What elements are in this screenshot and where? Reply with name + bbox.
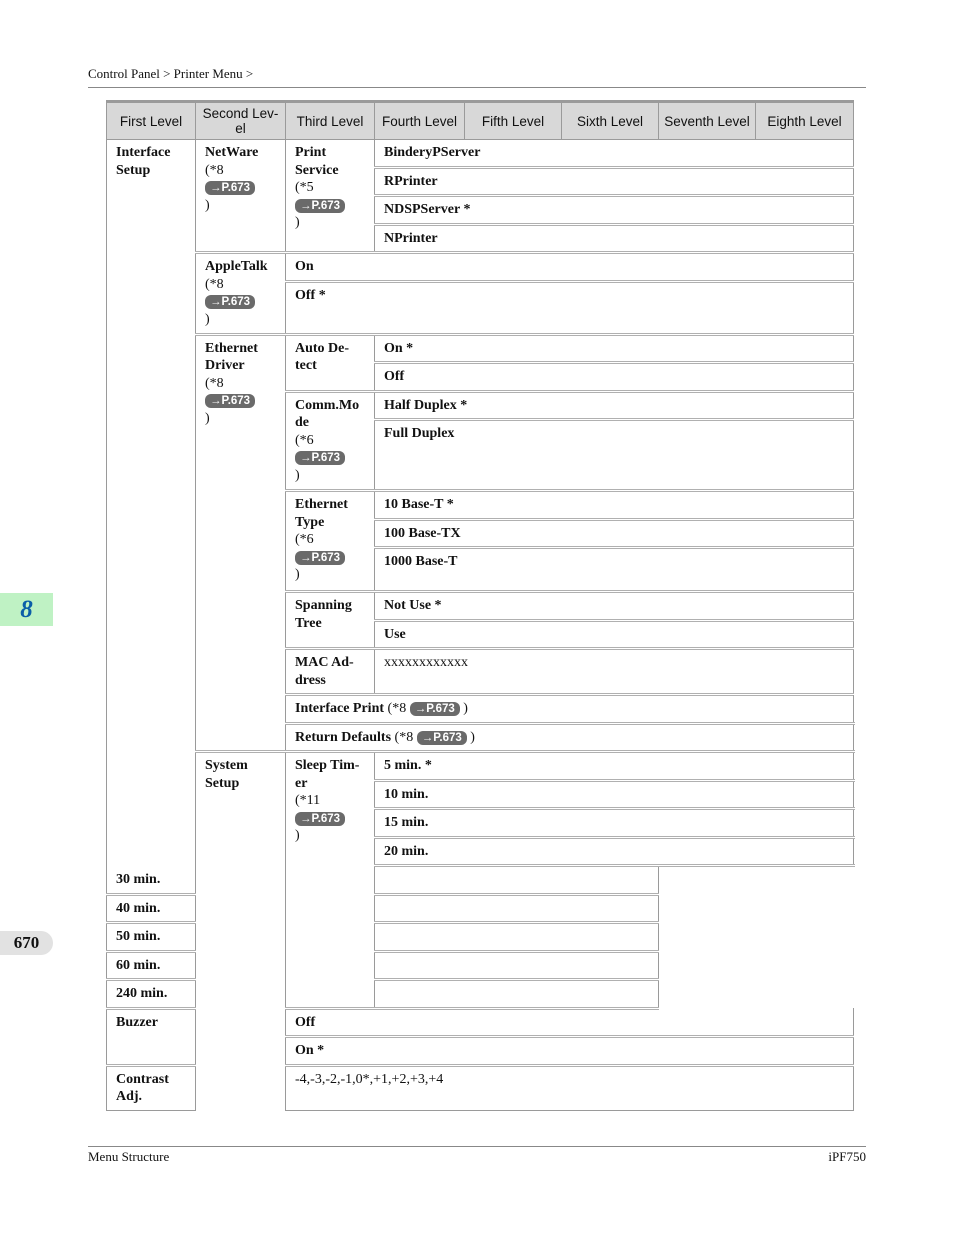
- menu-structure-table: [106, 100, 854, 1111]
- menu-item-comm-mode: Comm.Mo de (*6 →P.673 ): [286, 391, 375, 491]
- table-row: [107, 866, 854, 895]
- option-item: 40 min.: [107, 894, 659, 923]
- column-header: Fifth Level: [465, 102, 562, 140]
- option-item: Use: [375, 620, 854, 649]
- menu-item-appletalk: AppleTalk (*8 →P.673 ): [196, 253, 286, 335]
- menu-item-system-setup: System Setup: [196, 752, 286, 1111]
- menu-item-return-defaults: Return Defaults (*8 →P.673 ): [286, 723, 854, 752]
- page-ref-link[interactable]: →P.673: [410, 702, 460, 716]
- table-row: [107, 923, 854, 952]
- menu-item-interface-print: Interface Print (*8 →P.673 ): [286, 695, 854, 724]
- menu-item-print-service: Print Service (*5 →P.673 ): [286, 140, 375, 253]
- page-ref-link[interactable]: →P.673: [205, 394, 255, 408]
- option-item: RPrinter: [375, 167, 854, 196]
- table-row: [107, 334, 854, 363]
- option-item: NPrinter: [375, 224, 854, 253]
- option-item: Off: [286, 1008, 854, 1037]
- page-ref-link[interactable]: →P.673: [295, 199, 345, 213]
- column-header: Seventh Level: [659, 102, 756, 140]
- header-divider: [88, 87, 866, 88]
- option-item: Not Use *: [375, 592, 854, 621]
- option-item: Half Duplex *: [375, 391, 854, 420]
- option-item: Full Duplex: [375, 420, 854, 491]
- table-row: [107, 140, 854, 168]
- option-item: On *: [375, 334, 854, 363]
- menu-item-netware: NetWare (*8 →P.673 ): [196, 140, 286, 253]
- table-row: [107, 253, 854, 282]
- option-item: Off *: [286, 281, 854, 334]
- footer-model-name: iPF750: [828, 1149, 866, 1164]
- table-row: [107, 980, 854, 1009]
- table-header-row: [107, 102, 854, 140]
- menu-item-ethernet-driver: Ethernet Driver (*8 →P.673 ): [196, 334, 286, 752]
- page-ref-link[interactable]: →P.673: [205, 181, 255, 195]
- page-ref-link[interactable]: →P.673: [295, 451, 345, 465]
- table-row: [107, 752, 854, 781]
- column-header: Third Level: [286, 102, 375, 140]
- table-row: [107, 951, 854, 980]
- option-item: Off: [375, 363, 854, 392]
- menu-item-mac-address: MAC Ad-dress: [286, 649, 375, 695]
- page-ref-link[interactable]: →P.673: [295, 551, 345, 565]
- breadcrumb: Control Panel > Printer Menu >: [88, 66, 254, 81]
- option-item: 5 min. *: [375, 752, 854, 781]
- option-item: 10 min.: [375, 780, 854, 809]
- option-item: 10 Base-T *: [375, 491, 854, 520]
- mac-address-value: xxxxxxxxxxxx: [375, 649, 854, 695]
- option-item: On *: [286, 1037, 854, 1066]
- footer-section-title: Menu Structure: [88, 1149, 170, 1164]
- footer-divider: [88, 1146, 866, 1147]
- option-item: 240 min.: [107, 980, 659, 1009]
- column-header: Eighth Level: [756, 102, 854, 140]
- menu-item-ethernet-type: Ethernet Type (*6 →P.673 ): [286, 491, 375, 592]
- page-number: 670: [0, 931, 53, 955]
- chapter-tab[interactable]: 8: [0, 593, 53, 626]
- menu-item-buzzer: Buzzer: [107, 1008, 196, 1065]
- page-ref-link[interactable]: →P.673: [417, 731, 467, 745]
- menu-item-interface-setup: Interface Setup: [107, 140, 196, 866]
- option-item: On: [286, 253, 854, 282]
- option-item: NDSPServer *: [375, 196, 854, 225]
- menu-item-spanning-tree: Spanning Tree: [286, 592, 375, 649]
- contrast-adj-values: -4,-3,-2,-1,0*,+1,+2,+3,+4: [286, 1065, 854, 1110]
- column-header: Fourth Level: [375, 102, 465, 140]
- option-item: 15 min.: [375, 809, 854, 838]
- option-item: 20 min.: [375, 837, 854, 866]
- table-row: [107, 894, 854, 923]
- column-header: Sixth Level: [562, 102, 659, 140]
- menu-item-contrast-adj: Contrast Adj.: [107, 1065, 196, 1110]
- option-item: 50 min.: [107, 923, 659, 952]
- option-item: 100 Base-TX: [375, 519, 854, 548]
- menu-item-auto-detect: Auto De-tect: [286, 334, 375, 391]
- column-header: Second Lev-el: [196, 102, 286, 140]
- page-ref-link[interactable]: →P.673: [205, 295, 255, 309]
- option-item: BinderyPServer: [375, 140, 854, 168]
- option-item: 1000 Base-T: [375, 548, 854, 592]
- option-item: 60 min.: [107, 951, 659, 980]
- menu-item-sleep-timer: Sleep Tim-er (*11 →P.673 ): [286, 752, 375, 1009]
- column-header: First Level: [107, 102, 196, 140]
- option-item: 30 min.: [107, 866, 659, 895]
- page-ref-link[interactable]: →P.673: [295, 812, 345, 826]
